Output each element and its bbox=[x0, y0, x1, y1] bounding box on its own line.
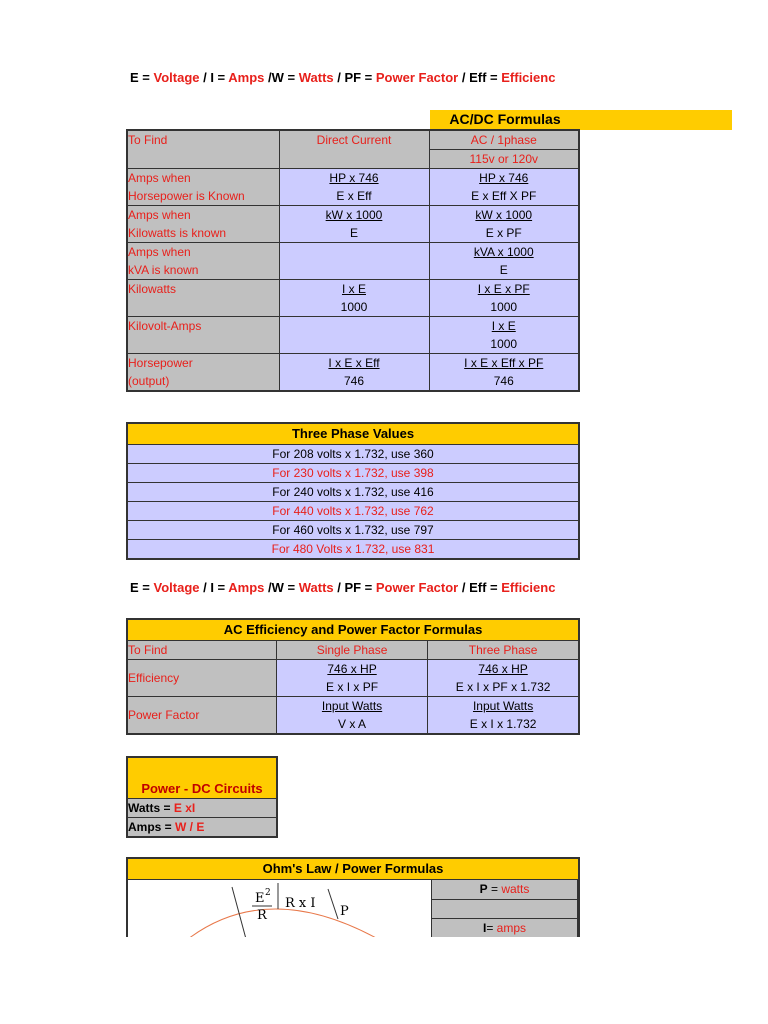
row-label: kVA is known bbox=[127, 261, 279, 280]
ac-numerator: I x E x PF bbox=[477, 282, 530, 296]
ohms-law-panel bbox=[126, 857, 580, 937]
dc-numerator: HP x 746 bbox=[329, 171, 379, 185]
ac-denominator: E x PF bbox=[429, 224, 579, 243]
three-phase-table bbox=[126, 422, 580, 560]
three-phase-row: For 240 volts x 1.732, use 416 bbox=[127, 483, 579, 502]
ac-denominator: E x Eff X PF bbox=[429, 187, 579, 206]
ohms-side-cells bbox=[431, 880, 578, 937]
ac-efficiency-title: AC Efficiency and Power Factor Formulas bbox=[127, 619, 579, 641]
dc-amps-row: Amps = W / E bbox=[127, 818, 277, 838]
dc-denominator bbox=[279, 261, 429, 280]
dc-watts-row: Watts = E xI bbox=[127, 799, 277, 818]
single-numerator: 746 x HP bbox=[327, 662, 377, 676]
wheel-p: P bbox=[340, 904, 349, 919]
col-header-to-find: To Find bbox=[127, 130, 279, 169]
dc-denominator: 1000 bbox=[279, 298, 429, 317]
dc-numerator: I x E bbox=[341, 282, 366, 296]
ohms-i-cell: I= amps bbox=[431, 919, 578, 937]
ac-numerator: kW x 1000 bbox=[475, 208, 533, 222]
col-header-three-phase: Three Phase bbox=[428, 641, 579, 660]
ohms-law-wheel bbox=[128, 879, 428, 937]
dc-numerator: I x E x Eff bbox=[328, 356, 380, 370]
acdc-title: AC/DC Formulas bbox=[449, 111, 561, 127]
wheel-divider bbox=[328, 889, 338, 919]
dc-power-title: Power - DC Circuits bbox=[127, 757, 277, 799]
dc-denominator: 746 bbox=[279, 372, 429, 391]
row-label-efficiency: Efficiency bbox=[127, 660, 276, 697]
three-phase-row: For 460 volts x 1.732, use 797 bbox=[127, 521, 579, 540]
ac-denominator: 1000 bbox=[429, 335, 579, 354]
col-header-direct-current: Direct Current bbox=[279, 130, 429, 169]
ohms-p-cell: P = watts bbox=[431, 880, 578, 900]
ac-numerator: I x E bbox=[491, 319, 516, 333]
ac-numerator: HP x 746 bbox=[479, 171, 529, 185]
three-phase-row: For 230 volts x 1.732, use 398 bbox=[127, 464, 579, 483]
row-label: Amps when bbox=[127, 243, 279, 262]
variable-legend-top: E = Voltage / I = Amps /W = Watts / PF = Power Factor / Eff = Efficienc bbox=[130, 70, 556, 85]
dc-denominator bbox=[279, 335, 429, 354]
col-header-ac-voltage: 115v or 120v bbox=[429, 150, 579, 169]
row-label: Horsepower is Known bbox=[127, 187, 279, 206]
row-label: Horsepower bbox=[127, 354, 279, 373]
dc-denominator: E x Eff bbox=[279, 187, 429, 206]
single-denominator: E x I x PF bbox=[276, 678, 427, 697]
dc-numerator: kW x 1000 bbox=[325, 208, 383, 222]
col-header-ac-1phase: AC / 1phase bbox=[429, 130, 579, 150]
single-denominator: V x A bbox=[276, 715, 427, 734]
ohms-blank-cell bbox=[431, 900, 578, 919]
three-phase-title: Three Phase Values bbox=[127, 423, 579, 445]
row-label: Amps when bbox=[127, 169, 279, 188]
wheel-frac-num: E bbox=[255, 891, 265, 906]
variable-legend-middle: E = Voltage / I = Amps /W = Watts / PF = Power Factor / Eff = Efficienc bbox=[130, 580, 556, 595]
three-numerator: 746 x HP bbox=[478, 662, 528, 676]
three-denominator: E x I x 1.732 bbox=[428, 715, 579, 734]
row-label: (output) bbox=[127, 372, 279, 391]
row-label: Kilowatts bbox=[127, 280, 279, 299]
ac-numerator: I x E x Eff x PF bbox=[464, 356, 544, 370]
ac-denominator: 1000 bbox=[429, 298, 579, 317]
wheel-rxi: R x I bbox=[285, 896, 316, 911]
row-label: Amps when bbox=[127, 206, 279, 225]
three-phase-row: For 480 Volts x 1.732, use 831 bbox=[127, 540, 579, 560]
three-phase-row: For 208 volts x 1.732, use 360 bbox=[127, 445, 579, 464]
row-label bbox=[127, 335, 279, 354]
row-label: Kilovolt-Amps bbox=[127, 317, 279, 336]
col-header-single-phase: Single Phase bbox=[276, 641, 427, 660]
acdc-formulas-table bbox=[126, 129, 580, 392]
three-denominator: E x I x PF x 1.732 bbox=[428, 678, 579, 697]
col-header-to-find: To Find bbox=[127, 641, 276, 660]
ac-numerator: kVA x 1000 bbox=[473, 245, 534, 259]
wheel-outer-arc bbox=[188, 909, 378, 937]
dc-denominator: E bbox=[279, 224, 429, 243]
three-numerator: Input Watts bbox=[472, 699, 534, 713]
wheel-frac-sup: 2 bbox=[265, 888, 271, 898]
ac-denominator: E bbox=[429, 261, 579, 280]
row-label-power-factor: Power Factor bbox=[127, 697, 276, 735]
wheel-frac-den: R bbox=[257, 908, 267, 923]
ohms-law-title: Ohm's Law / Power Formulas bbox=[128, 859, 578, 880]
ac-denominator: 746 bbox=[429, 372, 579, 391]
dc-power-table bbox=[126, 756, 278, 838]
three-phase-row: For 440 volts x 1.732, use 762 bbox=[127, 502, 579, 521]
ac-efficiency-table bbox=[126, 618, 580, 735]
single-numerator: Input Watts bbox=[321, 699, 383, 713]
row-label: Kilowatts is known bbox=[127, 224, 279, 243]
row-label bbox=[127, 298, 279, 317]
